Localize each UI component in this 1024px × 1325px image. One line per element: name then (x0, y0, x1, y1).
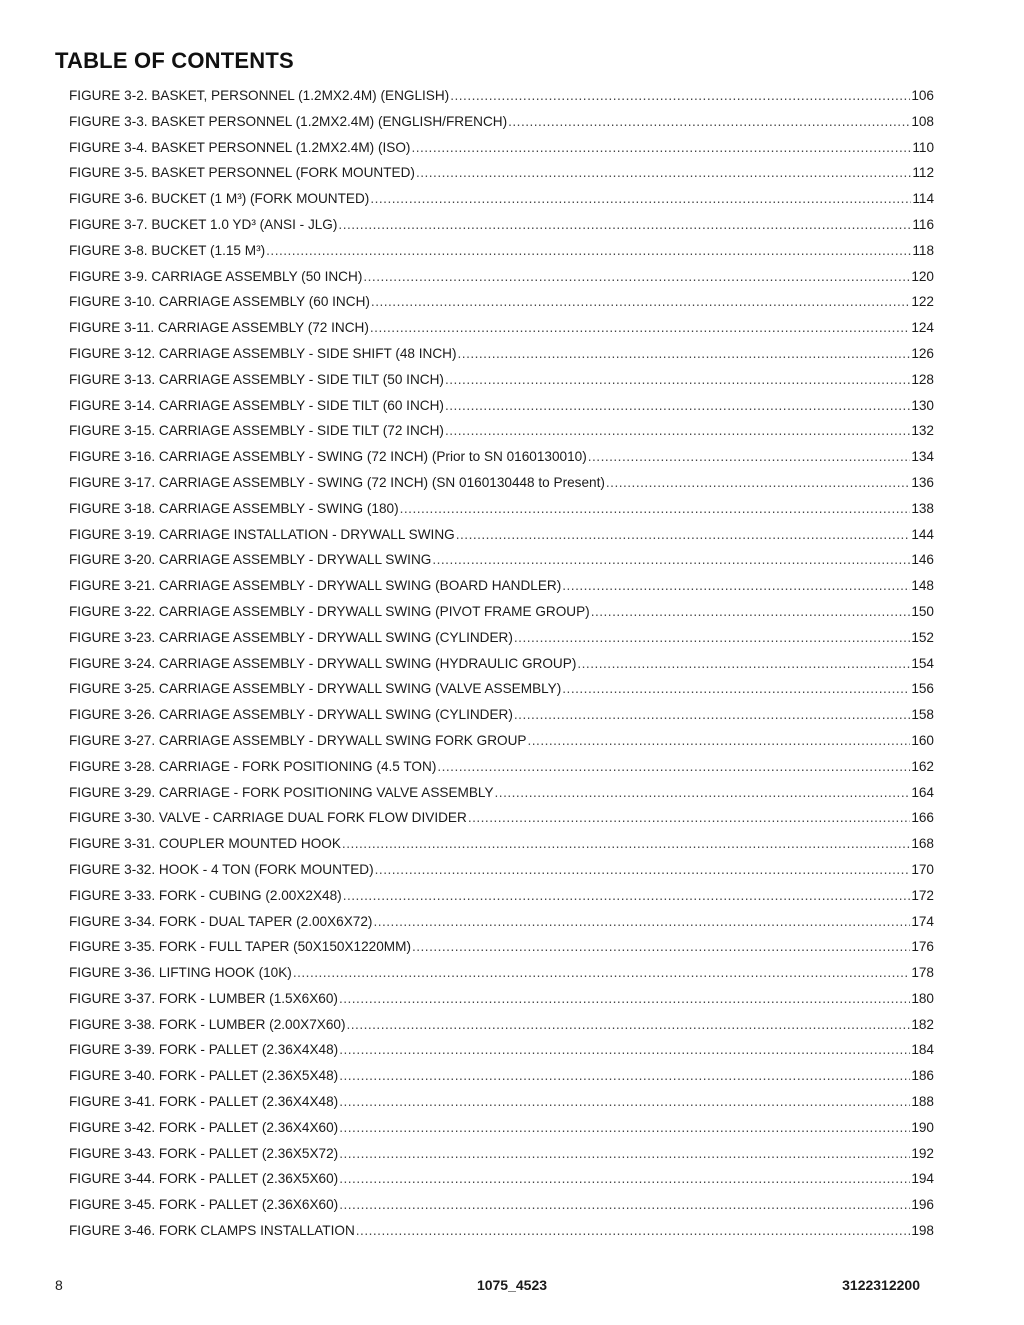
toc-dot-leader (363, 269, 910, 284)
toc-dot-leader (293, 965, 910, 980)
toc-entry-page: 114 (912, 191, 934, 207)
toc-entry-label: FIGURE 3-12. CARRIAGE ASSEMBLY - SIDE SHIFT (48 INCH) (69, 345, 457, 361)
toc-entry-page: 162 (911, 758, 934, 774)
toc-entry-label: FIGURE 3-43. FORK - PALLET (2.36X5X72) (69, 1145, 339, 1161)
toc-entry-page: 180 (911, 990, 934, 1006)
toc-dot-leader (458, 346, 911, 361)
toc-dot-leader (411, 140, 911, 155)
toc-entry[interactable] (69, 217, 934, 243)
toc-entry-page: 144 (911, 526, 934, 542)
toc-entry-label: FIGURE 3-23. CARRIAGE ASSEMBLY - DRYWALL SWING (CYLINDER) (69, 629, 513, 645)
toc-entry-page: 186 (911, 1068, 934, 1084)
toc-entry[interactable] (69, 578, 934, 604)
toc-entry-page: 172 (911, 887, 934, 903)
toc-entry-label: FIGURE 3-26. CARRIAGE ASSEMBLY - DRYWALL SWING (CYLINDER) (69, 707, 513, 723)
toc-dot-leader (456, 527, 911, 542)
toc-entry-label: FIGURE 3-36. LIFTING HOOK (10K) (69, 965, 292, 981)
toc-entry-label: FIGURE 3-30. VALVE - CARRIAGE DUAL FORK FLOW DIVIDER (69, 810, 467, 826)
toc-entry[interactable] (69, 475, 934, 501)
toc-entry[interactable] (69, 1068, 934, 1094)
toc-entry[interactable] (69, 191, 934, 217)
toc-dot-leader (339, 991, 910, 1006)
toc-entry[interactable] (69, 707, 934, 733)
toc-entry-label: FIGURE 3-38. FORK - LUMBER (2.00X7X60) (69, 1016, 346, 1032)
toc-dot-leader (370, 320, 910, 335)
toc-entry-page: 170 (911, 861, 934, 877)
toc-dot-leader (495, 785, 911, 800)
toc-entry[interactable] (69, 527, 934, 553)
toc-entry[interactable] (69, 1223, 934, 1249)
toc-entry[interactable] (69, 1094, 934, 1120)
toc-dot-leader (266, 243, 911, 258)
toc-entry[interactable] (69, 1171, 934, 1197)
toc-dot-leader (416, 165, 911, 180)
toc-entry-page: 176 (911, 939, 934, 955)
toc-dot-leader (528, 733, 911, 748)
toc-entry-label: FIGURE 3-33. FORK - CUBING (2.00X2X48) (69, 887, 342, 903)
toc-entry-label: FIGURE 3-25. CARRIAGE ASSEMBLY - DRYWALL SWING (VALVE ASSEMBLY) (69, 681, 562, 697)
toc-entry-page: 164 (911, 784, 934, 800)
toc-entry-label: FIGURE 3-35. FORK - FULL TAPER (50X150X1220MM) (69, 939, 411, 955)
toc-entry[interactable] (69, 372, 934, 398)
toc-entry-label: FIGURE 3-29. CARRIAGE - FORK POSITIONING VALVE ASSEMBLY (69, 784, 494, 800)
toc-entry-label: FIGURE 3-3. BASKET PERSONNEL (1.2MX2.4M) (ENGLISH/FRENCH) (69, 113, 508, 129)
toc-entry[interactable] (69, 501, 934, 527)
toc-dot-leader (445, 372, 910, 387)
toc-entry[interactable] (69, 269, 934, 295)
toc-entry-page: 136 (911, 474, 934, 490)
toc-entry[interactable] (69, 681, 934, 707)
toc-entry-label: FIGURE 3-27. CARRIAGE ASSEMBLY - DRYWALL SWING FORK GROUP (69, 732, 527, 748)
toc-entry[interactable] (69, 243, 934, 269)
toc-entry-page: 168 (911, 836, 934, 852)
toc-entry-page: 190 (911, 1119, 934, 1135)
toc-entry-label: FIGURE 3-40. FORK - PALLET (2.36X5X48) (69, 1068, 339, 1084)
toc-dot-leader (356, 1223, 911, 1238)
toc-entry-page: 150 (911, 603, 934, 619)
toc-dot-leader (437, 759, 910, 774)
toc-dot-leader (445, 398, 910, 413)
toc-dot-leader (588, 449, 911, 464)
toc-entry-page: 120 (911, 268, 934, 284)
toc-entry-label: FIGURE 3-39. FORK - PALLET (2.36X4X48) (69, 1042, 339, 1058)
toc-dot-leader (577, 656, 910, 671)
toc-entry-label: FIGURE 3-20. CARRIAGE ASSEMBLY - DRYWALL SWING (69, 552, 432, 568)
toc-entry-label: FIGURE 3-41. FORK - PALLET (2.36X4X48) (69, 1094, 339, 1110)
toc-dot-leader (514, 630, 910, 645)
toc-dot-leader (450, 88, 910, 103)
toc-entry-label: FIGURE 3-46. FORK CLAMPS INSTALLATION (69, 1223, 355, 1239)
toc-entry-label: FIGURE 3-7. BUCKET 1.0 YD³ (ANSI - JLG) (69, 216, 338, 232)
toc-entry-label: FIGURE 3-9. CARRIAGE ASSEMBLY (50 INCH) (69, 268, 363, 284)
toc-entry-label: FIGURE 3-34. FORK - DUAL TAPER (2.00X6X72) (69, 913, 373, 929)
toc-entry-page: 174 (911, 913, 934, 929)
toc-entry[interactable] (69, 449, 934, 475)
footer-model: 1075_4523 (476, 1277, 548, 1293)
toc-entry-label: FIGURE 3-31. COUPLER MOUNTED HOOK (69, 836, 341, 852)
toc-entry-page: 116 (912, 216, 934, 232)
toc-entry-label: FIGURE 3-22. CARRIAGE ASSEMBLY - DRYWALL SWING (PIVOT FRAME GROUP) (69, 603, 590, 619)
toc-entry[interactable] (69, 1042, 934, 1068)
toc-entry[interactable] (69, 604, 934, 630)
toc-dot-leader (445, 423, 910, 438)
toc-entry[interactable] (69, 862, 934, 888)
toc-dot-leader (562, 578, 910, 593)
toc-entry[interactable] (69, 991, 934, 1017)
toc-entry-label: FIGURE 3-37. FORK - LUMBER (1.5X6X60) (69, 990, 338, 1006)
toc-dot-leader (373, 914, 910, 929)
toc-entry[interactable] (69, 320, 934, 346)
toc-entry-page: 106 (911, 88, 934, 103)
toc-entry-page: 158 (911, 707, 934, 723)
toc-entry-label: FIGURE 3-13. CARRIAGE ASSEMBLY - SIDE TILT (50 INCH) (69, 371, 444, 387)
toc-entry[interactable] (69, 88, 934, 114)
toc-entry[interactable] (69, 965, 934, 991)
footer-page-number: 8 (55, 1277, 63, 1293)
toc-entry-page: 126 (911, 345, 934, 361)
toc-entry-label: FIGURE 3-11. CARRIAGE ASSEMBLY (72 INCH) (69, 320, 369, 336)
toc-entry[interactable] (69, 398, 934, 424)
toc-dot-leader (339, 1146, 910, 1161)
toc-dot-leader (370, 191, 911, 206)
toc-entry-page: 154 (911, 655, 934, 671)
toc-entry-page: 198 (911, 1223, 934, 1239)
table-of-contents (69, 88, 934, 1249)
toc-entry-label: FIGURE 3-16. CARRIAGE ASSEMBLY - SWING (72 INCH) (Prior to SN 0160130010) (69, 449, 587, 465)
toc-entry-label: FIGURE 3-21. CARRIAGE ASSEMBLY - DRYWALL SWING (BOARD HANDLER) (69, 578, 562, 594)
toc-entry-page: 108 (911, 113, 934, 129)
toc-entry-label: FIGURE 3-15. CARRIAGE ASSEMBLY - SIDE TILT (72 INCH) (69, 423, 444, 439)
toc-entry-page: 122 (911, 294, 934, 310)
toc-entry-page: 196 (911, 1197, 934, 1213)
toc-dot-leader (339, 1094, 910, 1109)
toc-entry[interactable] (69, 836, 934, 862)
toc-entry-page: 152 (911, 629, 934, 645)
toc-entry-label: FIGURE 3-2. BASKET, PERSONNEL (1.2MX2.4M) (ENGLISH) (69, 88, 450, 103)
toc-entry-page: 184 (911, 1042, 934, 1058)
toc-entry[interactable] (69, 140, 934, 166)
toc-dot-leader (339, 1197, 910, 1212)
toc-entry-label: FIGURE 3-45. FORK - PALLET (2.36X6X60) (69, 1197, 339, 1213)
toc-entry-label: FIGURE 3-44. FORK - PALLET (2.36X5X60) (69, 1171, 339, 1187)
toc-dot-leader (400, 501, 911, 516)
toc-dot-leader (468, 810, 910, 825)
toc-dot-leader (508, 114, 910, 129)
toc-entry[interactable] (69, 810, 934, 836)
toc-dot-leader (591, 604, 911, 619)
toc-dot-leader (339, 1120, 910, 1135)
toc-entry[interactable] (69, 939, 934, 965)
toc-dot-leader (343, 888, 911, 903)
toc-entry[interactable] (69, 552, 934, 578)
toc-dot-leader (371, 294, 910, 309)
toc-entry-label: FIGURE 3-28. CARRIAGE - FORK POSITIONING (4.5 TON) (69, 758, 437, 774)
toc-dot-leader (338, 217, 911, 232)
toc-entry-label: FIGURE 3-18. CARRIAGE ASSEMBLY - SWING (180) (69, 500, 399, 516)
toc-entry-label: FIGURE 3-5. BASKET PERSONNEL (FORK MOUNTED) (69, 165, 415, 181)
toc-dot-leader (375, 862, 911, 877)
toc-entry[interactable] (69, 114, 934, 140)
toc-dot-leader (339, 1068, 910, 1083)
footer-part-number: 3122312200 (842, 1277, 920, 1293)
toc-entry[interactable] (69, 785, 934, 811)
toc-entry-page: 192 (911, 1145, 934, 1161)
toc-entry[interactable] (69, 294, 934, 320)
toc-entry-label: FIGURE 3-24. CARRIAGE ASSEMBLY - DRYWALL SWING (HYDRAULIC GROUP) (69, 655, 577, 671)
toc-entry-page: 112 (912, 165, 934, 181)
toc-dot-leader (562, 681, 910, 696)
toc-dot-leader (514, 707, 910, 722)
toc-entry-label: FIGURE 3-8. BUCKET (1.15 M³) (69, 242, 266, 258)
toc-entry[interactable] (69, 630, 934, 656)
toc-entry-page: 156 (911, 681, 934, 697)
toc-entry[interactable] (69, 914, 934, 940)
toc-entry-label: FIGURE 3-17. CARRIAGE ASSEMBLY - SWING (72 INCH) (SN 0160130448 to Present) (69, 474, 605, 490)
toc-entry-page: 182 (911, 1016, 934, 1032)
toc-entry[interactable] (69, 733, 934, 759)
toc-entry-page: 130 (911, 397, 934, 413)
toc-entry-page: 118 (912, 242, 934, 258)
toc-entry[interactable] (69, 888, 934, 914)
toc-dot-leader (342, 836, 910, 851)
toc-entry[interactable] (69, 346, 934, 372)
toc-entry[interactable] (69, 656, 934, 682)
toc-entry-page: 146 (911, 552, 934, 568)
toc-entry-page: 188 (911, 1094, 934, 1110)
toc-entry-label: FIGURE 3-4. BASKET PERSONNEL (1.2MX2.4M) (ISO) (69, 139, 411, 155)
toc-entry-label: FIGURE 3-14. CARRIAGE ASSEMBLY - SIDE TILT (60 INCH) (69, 397, 444, 413)
toc-entry[interactable] (69, 1197, 934, 1223)
toc-entry-page: 110 (912, 139, 934, 155)
toc-entry-label: FIGURE 3-42. FORK - PALLET (2.36X4X60) (69, 1119, 339, 1135)
toc-entry-label: FIGURE 3-6. BUCKET (1 M³) (FORK MOUNTED) (69, 191, 370, 207)
toc-entry-page: 148 (911, 578, 934, 594)
toc-entry[interactable] (69, 1017, 934, 1043)
toc-dot-leader (606, 475, 910, 490)
toc-entry-page: 194 (911, 1171, 934, 1187)
toc-dot-leader (339, 1171, 910, 1186)
toc-entry-page: 138 (911, 500, 934, 516)
toc-entry[interactable] (69, 759, 934, 785)
toc-dot-leader (339, 1042, 910, 1057)
toc-entry-page: 178 (911, 965, 934, 981)
toc-entry-page: 132 (911, 423, 934, 439)
toc-entry[interactable] (69, 165, 934, 191)
page-title: TABLE OF CONTENTS (55, 48, 294, 73)
toc-dot-leader (347, 1017, 911, 1032)
toc-entry-page: 166 (911, 810, 934, 826)
toc-entry-page: 124 (911, 320, 934, 336)
toc-entry-page: 134 (911, 449, 934, 465)
toc-entry-label: FIGURE 3-32. HOOK - 4 TON (FORK MOUNTED) (69, 861, 374, 877)
toc-dot-leader (412, 939, 910, 954)
toc-entry-page: 160 (911, 732, 934, 748)
toc-entry-label: FIGURE 3-10. CARRIAGE ASSEMBLY (60 INCH) (69, 294, 370, 310)
toc-entry[interactable] (69, 1146, 934, 1172)
toc-entry[interactable] (69, 1120, 934, 1146)
toc-dot-leader (432, 552, 910, 567)
toc-entry[interactable] (69, 423, 934, 449)
toc-entry-label: FIGURE 3-19. CARRIAGE INSTALLATION - DRYWALL SWING (69, 526, 455, 542)
toc-entry-page: 128 (911, 371, 934, 387)
